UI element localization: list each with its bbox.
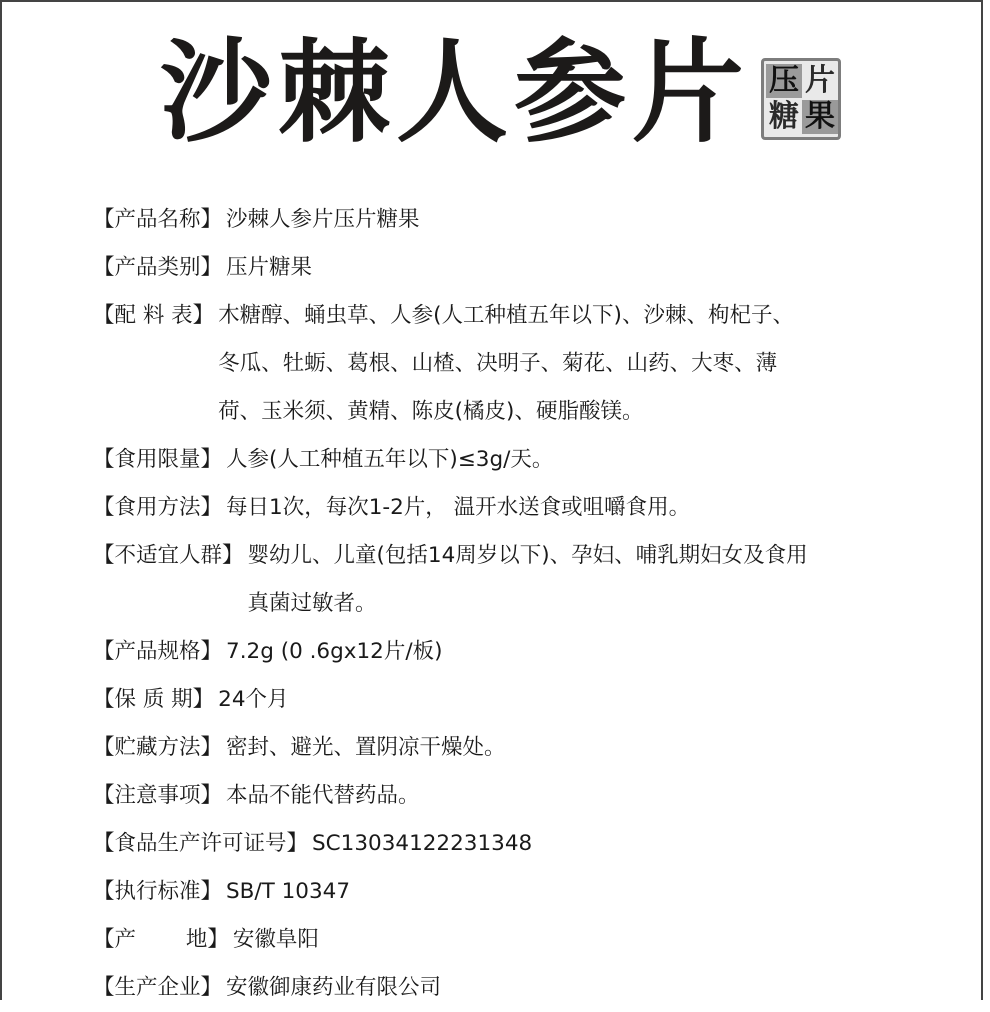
spec-value-line: 每日1次，每次1-2片， 温开水送食或咀嚼食用。 bbox=[226, 495, 691, 520]
spec-value-line: 婴幼儿、儿童(包括14周岁以下)、孕妇、哺乳期妇女及食用 bbox=[247, 543, 808, 568]
stamp-char-4: 果 bbox=[802, 100, 838, 134]
spec-value-line: SB/T 10347 bbox=[226, 879, 351, 904]
spec-label: 【不适宜人群】 bbox=[93, 543, 244, 568]
spec-value bbox=[222, 964, 441, 1012]
spec-value-line: 压片糖果 bbox=[226, 255, 313, 280]
spec-row bbox=[93, 196, 943, 244]
stamp-char-2: 片 bbox=[805, 63, 835, 98]
category-stamp bbox=[761, 58, 841, 140]
spec-label: 【产品名称】 bbox=[93, 207, 223, 232]
spec-value-line: 沙棘人参片压片糖果 bbox=[226, 207, 420, 232]
spec-row bbox=[93, 676, 943, 724]
spec-value-line: 安徽御康药业有限公司 bbox=[226, 975, 442, 1000]
spec-value bbox=[222, 244, 312, 292]
spec-value bbox=[222, 484, 690, 532]
product-title: 沙棘人参片 bbox=[160, 28, 750, 158]
spec-row bbox=[93, 628, 943, 676]
spec-value-line: 木糖醇、蛹虫草、人参(人工种植五年以下)、沙棘、枸杞子、 bbox=[218, 303, 794, 328]
spec-value-line: 真菌过敏者。 bbox=[247, 591, 377, 616]
spec-value-line: 安徽阜阳 bbox=[232, 927, 319, 952]
spec-value bbox=[222, 772, 420, 820]
spec-label: 【执行标准】 bbox=[93, 879, 223, 904]
spec-label: 【贮藏方法】 bbox=[93, 735, 223, 760]
spec-row bbox=[93, 820, 943, 868]
spec-row bbox=[93, 964, 943, 1012]
spec-row bbox=[93, 868, 943, 916]
spec-row bbox=[93, 436, 943, 484]
spec-value bbox=[222, 436, 553, 484]
spec-label: 【产品类别】 bbox=[93, 255, 223, 280]
spec-label: 【食品生产许可证号】 bbox=[93, 831, 309, 856]
spec-row bbox=[93, 244, 943, 292]
spec-value bbox=[308, 820, 532, 868]
spec-value-line: 7.2g (0 .6gx12片/板) bbox=[226, 639, 443, 664]
spec-label: 【食用方法】 bbox=[93, 495, 223, 520]
spec-value bbox=[214, 676, 288, 724]
spec-value-line: SC13034122231348 bbox=[312, 831, 533, 856]
spec-value-line: 24个月 bbox=[218, 687, 289, 712]
spec-list bbox=[93, 196, 943, 1012]
spec-value bbox=[214, 292, 794, 436]
spec-value bbox=[229, 916, 319, 964]
spec-value-line: 冬瓜、牡蛎、葛根、山楂、决明子、菊花、山药、大枣、薄 bbox=[218, 351, 778, 376]
spec-value-line: 密封、避光、置阴凉干燥处。 bbox=[226, 735, 506, 760]
spec-label: 【配 料 表】 bbox=[93, 303, 215, 328]
spec-label: 【注意事项】 bbox=[93, 783, 223, 808]
spec-value bbox=[222, 724, 506, 772]
spec-value bbox=[222, 196, 420, 244]
spec-label: 【产 地】 bbox=[93, 927, 229, 952]
spec-value-line: 人参(人工种植五年以下)≤3g/天。 bbox=[226, 447, 554, 472]
spec-value-line: 荷、玉米须、黄精、陈皮(橘皮)、硬脂酸镁。 bbox=[218, 399, 644, 424]
stamp-char-1: 压 bbox=[766, 64, 802, 98]
spec-value bbox=[244, 532, 808, 628]
spec-value bbox=[222, 628, 442, 676]
spec-row bbox=[93, 916, 943, 964]
spec-label: 【保 质 期】 bbox=[93, 687, 215, 712]
spec-row bbox=[93, 532, 943, 628]
spec-value bbox=[222, 868, 350, 916]
stamp-char-3: 糖 bbox=[769, 99, 799, 134]
spec-row bbox=[93, 484, 943, 532]
spec-label: 【产品规格】 bbox=[93, 639, 223, 664]
spec-row bbox=[93, 772, 943, 820]
spec-value-line: 本品不能代替药品。 bbox=[226, 783, 420, 808]
spec-row bbox=[93, 724, 943, 772]
spec-label: 【食用限量】 bbox=[93, 447, 223, 472]
spec-row bbox=[93, 292, 943, 436]
spec-label: 【生产企业】 bbox=[93, 975, 223, 1000]
